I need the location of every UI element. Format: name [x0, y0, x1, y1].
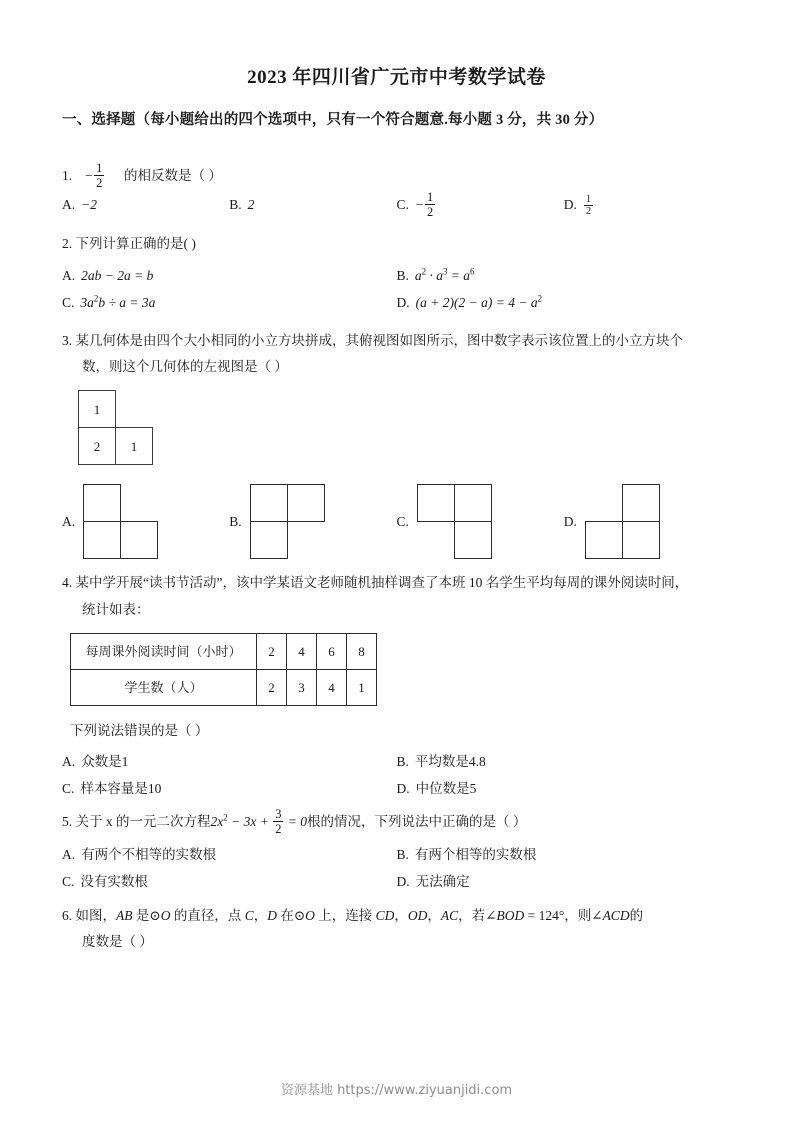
option-c-value: 样本容量是10: [80, 781, 162, 797]
option-b-value: 有两个相等的实数根: [414, 846, 537, 862]
q6-circle-o2: O: [305, 907, 315, 923]
fraction-numerator: 1: [96, 160, 103, 175]
question-1-options: [62, 191, 731, 219]
q6-point-c: C: [244, 907, 254, 923]
option-d-label: D.: [396, 294, 410, 310]
equation-fraction-numerator: 3: [275, 807, 282, 822]
option-d-label: D.: [563, 514, 577, 530]
question-6-stem-line2-text: 度数是（ ）: [82, 933, 153, 949]
option-a[interactable]: [62, 841, 397, 868]
option-c-label: C.: [62, 781, 75, 797]
top-view-cell-top-left: 1: [78, 390, 116, 428]
question-6-stem-line2: [62, 929, 731, 955]
table-row1-cell-2: 4: [287, 633, 317, 669]
option-d[interactable]: [564, 484, 731, 560]
q6-t7: ，: [394, 907, 408, 923]
question-3-stem-line2: [62, 354, 731, 380]
question-2-stem: 2. 下列计算正确的是( ): [62, 236, 196, 252]
q6-circle-o1: O: [160, 907, 171, 923]
q6-angle-acd: ACD: [602, 907, 630, 923]
equation-fraction-denominator: 2: [275, 822, 282, 837]
question-3-stem-line1: 3. 某几何体是由四个大小相同的小立方块拼成，其俯视图如图所示，图中数字表示该位置上的小立方块个: [62, 332, 683, 348]
question-6: [62, 903, 731, 956]
question-4-sub-stem: 下列说法错误的是（ ）: [70, 722, 209, 738]
q6-seg-cd: CD: [375, 907, 395, 923]
top-view-cell-bottom-right: 1: [115, 427, 153, 465]
option-c[interactable]: [62, 775, 397, 802]
option-a-value: −2: [81, 197, 97, 212]
table-row2-header: 学生数（人）: [71, 669, 257, 705]
option-b-label: B.: [396, 267, 409, 283]
option-d-value: $(a + 2)(2 - a) = 4 - a^2$: [415, 293, 543, 310]
option-c[interactable]: [62, 289, 397, 316]
option-c[interactable]: [397, 191, 564, 219]
option-b-label: B.: [396, 754, 409, 770]
question-2-options-row2: [62, 289, 731, 316]
option-d-value: 中位数是5: [415, 781, 477, 797]
option-d[interactable]: [397, 289, 732, 316]
option-b[interactable]: [397, 841, 732, 868]
question-4-stem-line2: [62, 597, 731, 623]
question-4-stem-line2-text: 统计如表：: [82, 601, 150, 617]
question-3-stem-line2-text: 数，则这个几何体的左视图是（ ）: [82, 358, 288, 374]
q6-t5: 在⊙: [276, 907, 306, 923]
option-a-label: A.: [62, 754, 76, 770]
q6-angle-bod: BOD: [496, 907, 525, 923]
option-d-value: $\frac{1}{2}$: [585, 193, 592, 217]
option-a[interactable]: [62, 484, 229, 560]
option-c[interactable]: [62, 868, 397, 895]
shape-d-icon: [585, 484, 661, 560]
q6-point-d: D: [267, 907, 277, 923]
option-b-value: 2: [247, 197, 255, 212]
q6-t1: 6. 如图，: [62, 907, 116, 923]
section-heading: 一、选择题（每小题给出的四个选项中，只有一个符合题意.每小题 3 分，共 30 分）: [62, 112, 604, 128]
option-a[interactable]: [62, 262, 397, 289]
option-c-label: C.: [396, 514, 409, 530]
option-b-label: B.: [229, 514, 242, 530]
option-d[interactable]: [564, 191, 731, 219]
option-b-label: B.: [396, 846, 409, 862]
option-a-value: 2ab − 2a = b: [81, 267, 154, 283]
fraction-denominator: 2: [96, 175, 103, 190]
table-row: [71, 633, 377, 669]
option-a-label: A.: [62, 197, 76, 212]
question-6-stem-line1: [62, 903, 731, 929]
question-5-options-row1: [62, 841, 731, 868]
question-5: [62, 808, 731, 894]
q6-t2: 是⊙: [132, 907, 161, 923]
table-row2-cell-3: 4: [317, 669, 347, 705]
option-d-label: D.: [563, 197, 577, 212]
question-1: [62, 145, 731, 219]
option-b-label: B.: [229, 197, 242, 212]
option-c-value: − $\frac{1}{2}$: [414, 190, 434, 220]
q6-t6: 上，连接: [314, 907, 376, 923]
option-b[interactable]: [397, 748, 732, 775]
option-a-value: 众数是1: [81, 754, 129, 770]
question-1-fraction: [84, 162, 105, 190]
question-4-stem-line1: 4. 某中学开展“读书节活动”，该中学某语文老师随机抽样调查了本班 10 名学生平均每周的课外阅读时间，: [62, 575, 689, 591]
option-c-label: C.: [396, 197, 409, 213]
option-c-label: C.: [62, 294, 75, 310]
option-c[interactable]: [397, 484, 564, 560]
question-4: [62, 570, 731, 802]
option-a-label: A.: [62, 846, 76, 862]
minus-sign: −: [84, 167, 94, 183]
table-row1-cell-4: 8: [347, 633, 377, 669]
option-d-label: D.: [396, 781, 410, 797]
reading-time-table: [70, 633, 377, 706]
table-row2-cell-2: 3: [287, 669, 317, 705]
table-row: [71, 669, 377, 705]
question-5-stem: [62, 808, 731, 836]
question-2: [62, 231, 731, 315]
top-view-diagram: [78, 390, 228, 470]
option-c-value: 没有实数根: [80, 873, 148, 889]
question-5-options-row2: [62, 868, 731, 895]
page-title: 2023 年四川省广元市中考数学试卷: [247, 67, 546, 88]
option-b[interactable]: [397, 262, 732, 289]
question-4-options-row2: [62, 775, 731, 802]
option-a-label: A.: [62, 514, 76, 530]
question-5-stem-prefix: 5. 关于 x 的一元二次方程: [62, 814, 211, 830]
table-row1-header: 每周课外阅读时间（小时）: [71, 633, 257, 669]
question-1-number: 1.: [62, 167, 73, 183]
question-3: [62, 328, 731, 561]
option-d-label: D.: [396, 873, 410, 889]
option-c-label: C.: [62, 873, 75, 889]
shape-a-icon: [83, 484, 159, 560]
option-b[interactable]: [229, 484, 396, 560]
q6-t10: = 124°，则∠: [524, 907, 603, 923]
table-row2-cell-4: 1: [347, 669, 377, 705]
question-1-stem: [62, 145, 731, 191]
shape-b-icon: [250, 484, 326, 560]
option-d[interactable]: [397, 868, 732, 895]
q6-t4: ，: [253, 907, 268, 923]
option-c-value: $3a^2b \div a = 3a$: [80, 293, 156, 310]
q6-seg-ab: AB: [116, 907, 133, 923]
q6-seg-od: OD: [407, 907, 428, 923]
top-view-cell-bottom-left: 2: [78, 427, 116, 465]
question-4-options-row1: [62, 748, 731, 775]
option-a-value: 有两个不相等的实数根: [81, 846, 217, 862]
q6-t11: 的: [629, 907, 644, 923]
question-3-options: [62, 484, 731, 560]
q6-t9: ，若∠: [458, 907, 497, 923]
shape-c-icon: [417, 484, 493, 560]
question-5-stem-suffix: 根的情况，下列说法中正确的是（ ）: [307, 814, 527, 830]
q6-seg-ac: AC: [440, 907, 459, 923]
q6-t8: ，: [427, 907, 441, 923]
option-b[interactable]: [229, 191, 396, 219]
option-a[interactable]: [62, 191, 229, 219]
table-row1-cell-3: 6: [317, 633, 347, 669]
footer-watermark: 资源基地 https://www.ziyuanjidi.com: [280, 1083, 513, 1098]
table-row2-cell-1: 2: [257, 669, 287, 705]
option-b-value: 平均数是4.8: [414, 754, 486, 770]
q6-t3: 的直径，点: [170, 907, 245, 923]
option-b-value: $a^2 \cdot a^3 = a^6$: [414, 266, 475, 283]
option-d[interactable]: [397, 775, 732, 802]
option-a[interactable]: [62, 748, 397, 775]
option-d-value: 无法确定: [415, 873, 470, 889]
question-5-equation: $2x^2 - 3x$ + $\frac{3}{2}$ = 0: [210, 807, 308, 837]
question-2-options-row1: [62, 262, 731, 289]
table-row1-cell-1: 2: [257, 633, 287, 669]
option-a-label: A.: [62, 267, 76, 283]
question-1-text: 的相反数是（ ）: [124, 167, 222, 183]
